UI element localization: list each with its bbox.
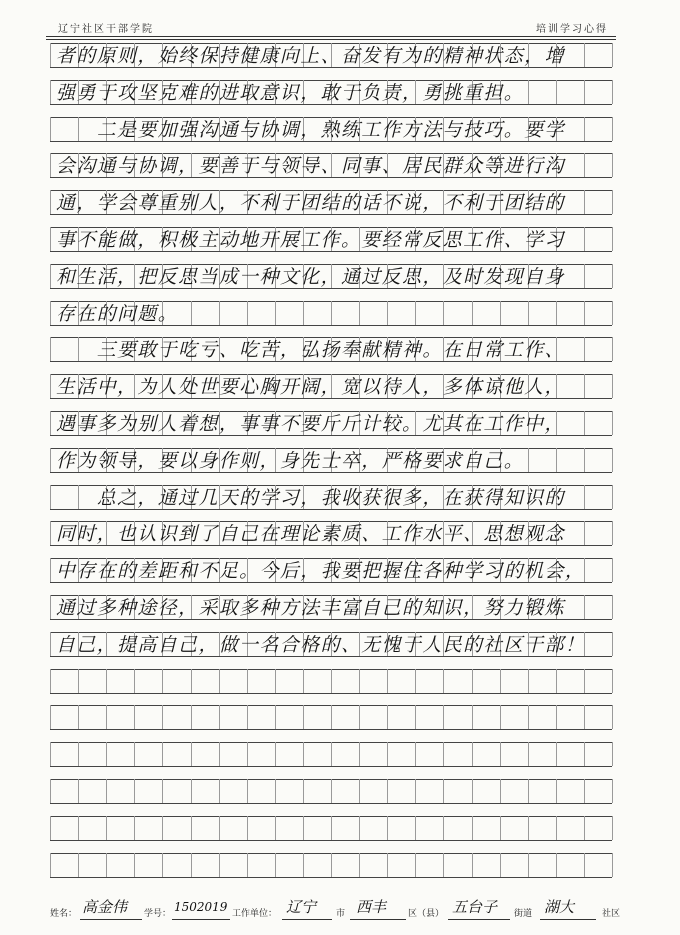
handwritten-line: 者的原则，始终保持健康向上、奋发有为的精神状态，增 [56, 45, 565, 67]
grid-cell-divider [275, 816, 276, 840]
grid-cell-divider [612, 632, 613, 656]
grid-cell-divider [191, 705, 192, 729]
province-value: 辽宁 [286, 898, 317, 916]
grid-line [50, 656, 612, 657]
grid-cell-divider [528, 669, 529, 693]
grid-cell-divider [219, 779, 220, 803]
student-id-underline [172, 919, 230, 920]
grid-cell-divider [78, 669, 79, 693]
grid-cell-divider [191, 816, 192, 840]
grid-cell-divider [387, 705, 388, 729]
grid-cell-divider [162, 779, 163, 803]
grid-cell-divider [612, 227, 613, 251]
grid-cell-divider [50, 227, 51, 251]
grid-cell-divider [387, 779, 388, 803]
street-label: 街道 [514, 909, 533, 919]
grid-cell-divider [134, 853, 135, 877]
grid-cell-divider [612, 485, 613, 509]
grid-line [50, 67, 612, 68]
header-rule-thin [46, 39, 616, 40]
grid-cell-divider [359, 705, 360, 729]
grid-cell-divider [106, 705, 107, 729]
grid-cell-divider [78, 779, 79, 803]
grid-cell-divider [556, 669, 557, 693]
handwritten-line: 中存在的差距和不足。今后，我要把握住各种学习的机会， [56, 560, 586, 583]
grid-cell-divider [415, 779, 416, 803]
grid-line [50, 472, 612, 473]
grid-line [50, 729, 612, 730]
handwritten-line: 通过多种途径，采取多种方法丰富自己的知识，努力锻炼 [56, 597, 565, 619]
grid-cell-divider [387, 669, 388, 693]
grid-cell-divider [275, 742, 276, 766]
grid-cell-divider [415, 816, 416, 840]
grid-line [50, 582, 612, 583]
grid-cell-divider [50, 485, 51, 509]
grid-cell-divider [612, 153, 613, 177]
grid-cell-divider [612, 411, 613, 435]
grid-cell-divider [528, 779, 529, 803]
grid-cell-divider [50, 374, 51, 398]
grid-cell-divider [472, 779, 473, 803]
grid-cell-divider [78, 853, 79, 877]
grid-cell-divider [50, 411, 51, 435]
grid-cell-divider [584, 742, 585, 766]
grid-cell-divider [134, 669, 135, 693]
grid-cell-divider [50, 558, 51, 582]
grid-cell-divider [50, 117, 51, 141]
grid-cell-divider [584, 669, 585, 693]
grid-cell-divider [303, 742, 304, 766]
grid-line [50, 398, 612, 399]
grid-cell-divider [612, 779, 613, 803]
grid-cell-divider [500, 669, 501, 693]
grid-line [50, 361, 612, 362]
handwritten-line: 强勇于攻坚克难的进取意识，敢于负责，勇挑重担。 [56, 81, 525, 104]
grid-cell-divider [50, 853, 51, 877]
work-unit-label: 工作单位： [232, 909, 278, 919]
grid-cell-divider [359, 742, 360, 766]
grid-cell-divider [612, 853, 613, 877]
grid-cell-divider [106, 742, 107, 766]
grid-line [50, 435, 612, 436]
handwritten-line: 存在的问题。 [56, 302, 179, 325]
grid-cell-divider [331, 669, 332, 693]
grid-cell-divider [331, 779, 332, 803]
grid-cell-divider [612, 595, 613, 619]
grid-cell-divider [500, 705, 501, 729]
grid-cell-divider [359, 669, 360, 693]
grid-cell-divider [612, 816, 613, 840]
name-label: 姓名： [50, 909, 78, 919]
grid-cell-divider [528, 705, 529, 729]
grid-cell-divider [78, 742, 79, 766]
street-value: 湖大 [544, 898, 575, 916]
grid-cell-divider [275, 779, 276, 803]
grid-cell-divider [612, 190, 613, 214]
district-underline [448, 919, 510, 920]
grid-cell-divider [106, 816, 107, 840]
handwritten-line: 自己，提高自己，做一名合格的、无愧于人民的社区干部！ [56, 633, 586, 656]
grid-cell-divider [275, 705, 276, 729]
grid-cell-divider [415, 853, 416, 877]
grid-line [50, 177, 612, 178]
grid-cell-divider [191, 853, 192, 877]
grid-cell-divider [443, 742, 444, 766]
grid-cell-divider [219, 853, 220, 877]
grid-cell-divider [612, 558, 613, 582]
grid-cell-divider [50, 264, 51, 288]
grid-cell-divider [219, 705, 220, 729]
sheet-title: 培训学习心得 [536, 24, 608, 35]
grid-cell-divider [162, 705, 163, 729]
grid-cell-divider [247, 742, 248, 766]
grid-cell-divider [415, 669, 416, 693]
grid-cell-divider [191, 779, 192, 803]
grid-line [50, 251, 612, 252]
grid-cell-divider [415, 742, 416, 766]
street-underline [540, 919, 596, 920]
header-rule [46, 36, 616, 37]
grid-cell-divider [556, 816, 557, 840]
grid-cell-divider [472, 742, 473, 766]
college-name: 辽宁社区干部学院 [58, 24, 154, 35]
grid-cell-divider [50, 632, 51, 656]
grid-cell-divider [472, 853, 473, 877]
grid-cell-divider [50, 705, 51, 729]
grid-cell-divider [500, 779, 501, 803]
grid-cell-divider [359, 853, 360, 877]
grid-cell-divider [584, 705, 585, 729]
grid-cell-divider [584, 816, 585, 840]
grid-cell-divider [387, 853, 388, 877]
province-underline [282, 919, 332, 920]
grid-cell-divider [106, 779, 107, 803]
grid-cell-divider [162, 669, 163, 693]
grid-cell-divider [612, 117, 613, 141]
community-label: 社区 [602, 909, 621, 919]
grid-cell-divider [584, 779, 585, 803]
grid-cell-divider [191, 669, 192, 693]
grid-cell-divider [443, 705, 444, 729]
handwritten-line: 生活中，为人处世要心胸开阔，宽以待人，多体谅他人， [56, 376, 565, 399]
grid-cell-divider [247, 816, 248, 840]
student-info-footer [50, 898, 640, 924]
grid-line [50, 545, 612, 546]
grid-line [50, 693, 612, 694]
grid-cell-divider [50, 301, 51, 325]
handwritten-line: 遇事多为别人着想，事事不要斤斤计较。尤其在工作中， [56, 413, 565, 435]
grid-cell-divider [331, 816, 332, 840]
grid-cell-divider [556, 705, 557, 729]
grid-line [50, 141, 612, 142]
grid-cell-divider [162, 853, 163, 877]
grid-cell-divider [303, 669, 304, 693]
handwritten-line: 总之，通过几天的学习，我收获很多，在获得知识的 [56, 486, 565, 509]
grid-cell-divider [612, 742, 613, 766]
grid-cell-divider [78, 705, 79, 729]
grid-line [50, 509, 612, 510]
grid-cell-divider [584, 853, 585, 877]
grid-cell-divider [50, 669, 51, 693]
grid-cell-divider [106, 853, 107, 877]
grid-cell-divider [612, 337, 613, 361]
grid-line [50, 214, 612, 215]
district-value: 五台子 [452, 898, 498, 916]
grid-cell-divider [50, 816, 51, 840]
grid-cell-divider [303, 853, 304, 877]
handwritten-line: 二是要加强沟通与协调，熟练工作方法与技巧。要学 [56, 118, 565, 141]
grid-line [50, 104, 612, 105]
grid-cell-divider [612, 669, 613, 693]
handwritten-line: 同时，也认识到了自己在理论素质、工作水平、思想观念 [56, 523, 565, 546]
grid-cell-divider [612, 43, 613, 67]
grid-cell-divider [472, 816, 473, 840]
grid-cell-divider [275, 669, 276, 693]
name-value: 高金伟 [82, 898, 128, 916]
grid-cell-divider [50, 595, 51, 619]
grid-cell-divider [387, 816, 388, 840]
grid-cell-divider [612, 301, 613, 325]
grid-cell-divider [303, 705, 304, 729]
handwritten-line: 三要敢于吃亏、吃苦，弘扬奉献精神。在日常工作、 [56, 339, 565, 362]
grid-cell-divider [134, 742, 135, 766]
grid-cell-divider [612, 521, 613, 545]
grid-cell-divider [528, 816, 529, 840]
grid-cell-divider [50, 337, 51, 361]
grid-cell-divider [106, 669, 107, 693]
grid-cell-divider [50, 43, 51, 67]
grid-line [50, 877, 612, 878]
grid-line [50, 803, 612, 804]
handwritten-line: 作为领导，要以身作则，身先士卒，严格要求自己。 [56, 449, 525, 472]
grid-cell-divider [134, 779, 135, 803]
name-underline [80, 919, 142, 920]
grid-cell-divider [500, 853, 501, 877]
grid-cell-divider [50, 742, 51, 766]
grid-cell-divider [331, 853, 332, 877]
grid-cell-divider [247, 705, 248, 729]
grid-cell-divider [162, 816, 163, 840]
grid-cell-divider [219, 816, 220, 840]
handwritten-line: 和生活，把反思当成一种文化，通过反思，及时发现自身 [56, 265, 565, 288]
grid-cell-divider [191, 742, 192, 766]
grid-line [50, 325, 612, 326]
grid-cell-divider [528, 853, 529, 877]
grid-cell-divider [162, 742, 163, 766]
grid-line [50, 766, 612, 767]
grid-cell-divider [556, 853, 557, 877]
grid-cell-divider [247, 853, 248, 877]
student-id-value: 1502019 [174, 900, 228, 914]
student-id-label: 学号： [144, 909, 172, 919]
handwritten-line: 事不能做，积极主动地开展工作。要经常反思工作、学习 [56, 229, 565, 251]
grid-cell-divider [443, 779, 444, 803]
grid-cell-divider [556, 779, 557, 803]
grid-line [50, 619, 612, 620]
grid-cell-divider [331, 705, 332, 729]
city-underline [350, 919, 406, 920]
grid-cell-divider [78, 816, 79, 840]
grid-cell-divider [359, 779, 360, 803]
handwritten-line: 通，学会尊重别人，不利于团结的话不说，不利于团结的 [56, 192, 565, 215]
grid-cell-divider [50, 80, 51, 104]
grid-cell-divider [303, 816, 304, 840]
grid-cell-divider [556, 742, 557, 766]
grid-cell-divider [134, 705, 135, 729]
grid-cell-divider [331, 742, 332, 766]
grid-line [50, 840, 612, 841]
grid-cell-divider [500, 742, 501, 766]
grid-cell-divider [50, 153, 51, 177]
grid-cell-divider [134, 816, 135, 840]
grid-cell-divider [359, 816, 360, 840]
grid-cell-divider [50, 448, 51, 472]
grid-cell-divider [415, 705, 416, 729]
grid-cell-divider [472, 705, 473, 729]
grid-cell-divider [387, 742, 388, 766]
grid-line [50, 288, 612, 289]
grid-cell-divider [50, 190, 51, 214]
grid-cell-divider [443, 816, 444, 840]
grid-cell-divider [528, 742, 529, 766]
grid-cell-divider [50, 521, 51, 545]
grid-cell-divider [303, 779, 304, 803]
grid-cell-divider [472, 669, 473, 693]
grid-cell-divider [247, 779, 248, 803]
grid-cell-divider [275, 853, 276, 877]
grid-cell-divider [50, 779, 51, 803]
grid-cell-divider [443, 669, 444, 693]
city-label: 市 [336, 909, 346, 919]
grid-cell-divider [443, 853, 444, 877]
grid-cell-divider [612, 448, 613, 472]
grid-cell-divider [247, 669, 248, 693]
grid-cell-divider [500, 816, 501, 840]
grid-cell-divider [612, 374, 613, 398]
grid-cell-divider [612, 264, 613, 288]
city-value: 西丰 [356, 898, 387, 916]
grid-cell-divider [219, 742, 220, 766]
grid-cell-divider [219, 669, 220, 693]
grid-cell-divider [612, 705, 613, 729]
handwritten-line: 会沟通与协调，要善于与领导、同事、居民群众等进行沟 [56, 155, 565, 178]
grid-cell-divider [612, 80, 613, 104]
district-label: 区（县） [408, 909, 445, 919]
